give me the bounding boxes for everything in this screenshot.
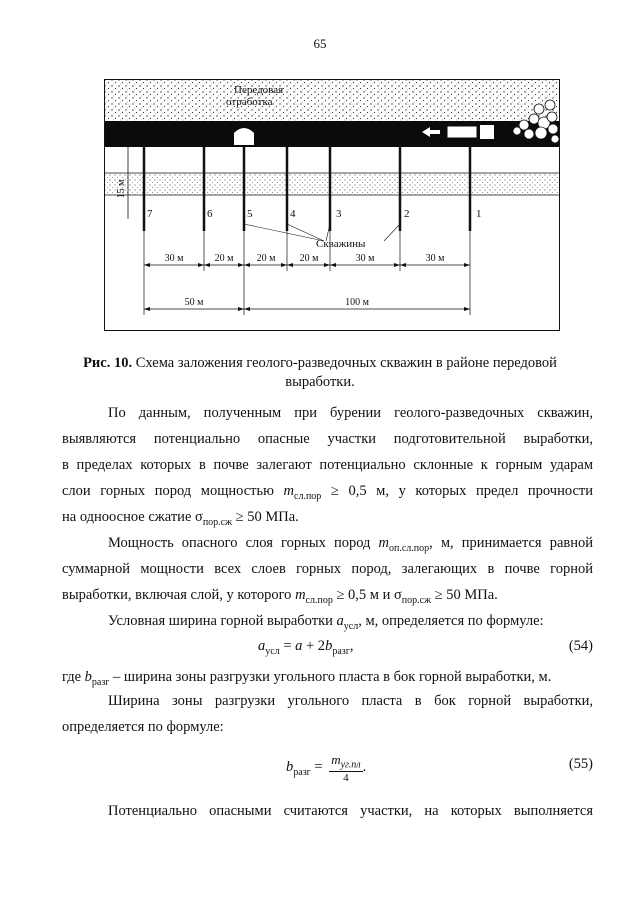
- well-num-2: 2: [404, 208, 410, 220]
- equation-55-number: (55): [568, 756, 593, 772]
- front-work-label-1: Передовая: [234, 84, 284, 96]
- para-1-line-2: выявляются потенциально опасные участки подготовительной выработки,: [62, 431, 593, 447]
- hazardous-layer: [105, 173, 559, 195]
- figure-caption: [60, 354, 580, 392]
- well-layout-figure: [104, 79, 560, 331]
- working-arch: [234, 128, 254, 145]
- dim-20m-c: 20 м: [299, 253, 319, 264]
- side-dim-label: 15 м: [116, 179, 127, 199]
- dim-20m-a: 20 м: [214, 253, 234, 264]
- equation-55: $b_{разг}$ = $\frac{m_{уг.пл}}{4}$ .: [286, 752, 367, 784]
- dim-100m: 100 м: [345, 297, 369, 308]
- well-num-4: 4: [290, 208, 296, 220]
- para-5-line-1: Ширина зоны разгрузки угольного пласта в бок горной выработки,: [108, 693, 593, 709]
- dim-30m-b: 30 м: [355, 253, 375, 264]
- dim-20m-b: 20 м: [256, 253, 276, 264]
- page-number: 65: [313, 36, 327, 51]
- caption-text: Схема заложения геолого-разведочных скважин в районе передовой выработки.: [132, 355, 557, 390]
- para-1-line-4: слои горных пород мощностью $m_{сл.пор} \ge 0,5$ м, у которых предел прочности: [62, 483, 593, 502]
- para-2-line-2: суммарной мощности всех слоев горных пород, залегающих в почве горной: [62, 561, 593, 577]
- well-num-3: 3: [336, 208, 342, 220]
- dim-30m-c: 30 м: [425, 253, 445, 264]
- para-1-line-1: По данным, полученным при бурении геолого-разведочных скважин,: [108, 405, 593, 421]
- arrow-shaft: [430, 130, 440, 134]
- well-num-7: 7: [147, 208, 153, 220]
- para-1-line-5: на одноосное сжатие $\sigma_{пор.сж} \ge 50$ МПа.: [62, 509, 299, 528]
- para-4: где $b_{разг}$ – ширина зоны разгрузки угольного пласта в бок горной выработки, м.: [62, 669, 552, 688]
- dim-50m: 50 м: [184, 297, 204, 308]
- wells-label: Скважины: [316, 238, 366, 250]
- well-num-6: 6: [207, 208, 213, 220]
- equation-55-fraction: $\frac{m_{уг.пл}}{4}$: [331, 752, 361, 784]
- upper-rock-layer: [105, 80, 559, 121]
- dim-30m-a: 30 м: [164, 253, 184, 264]
- para-3: Условная ширина горной выработки $a_{усл}$, м, определяется по формуле:: [108, 613, 544, 632]
- machine-cab: [480, 125, 494, 139]
- para-2-line-1: Мощность опасного слоя горных пород $m_{оп.сл.пор}$, м, принимается равной: [108, 535, 593, 554]
- well-num-5: 5: [247, 208, 253, 220]
- para-2-line-3: выработки, включая слой, у которого $m_{сл.пор} \ge 0,5$ м и $\sigma_{пор.сж} \ge 50$ МПа.: [62, 587, 498, 606]
- para-1-line-3: в пределах которых в почве залегают потенциально склонные к горным ударам: [62, 457, 593, 473]
- front-work-label-2: отработка: [226, 96, 273, 108]
- para-5-line-2: определяется по формуле:: [62, 719, 224, 735]
- equation-54: $a_{усл} = a + 2b_{разг}$,: [258, 638, 354, 657]
- equation-54-number: (54): [568, 638, 593, 654]
- well-num-1: 1: [476, 208, 482, 220]
- floor-layer: [105, 147, 559, 173]
- para-6-line-1: Потенциально опасными считаются участки, на которых выполняется: [108, 803, 593, 819]
- machine-body: [448, 127, 476, 137]
- caption-label: Рис. 10.: [83, 355, 133, 371]
